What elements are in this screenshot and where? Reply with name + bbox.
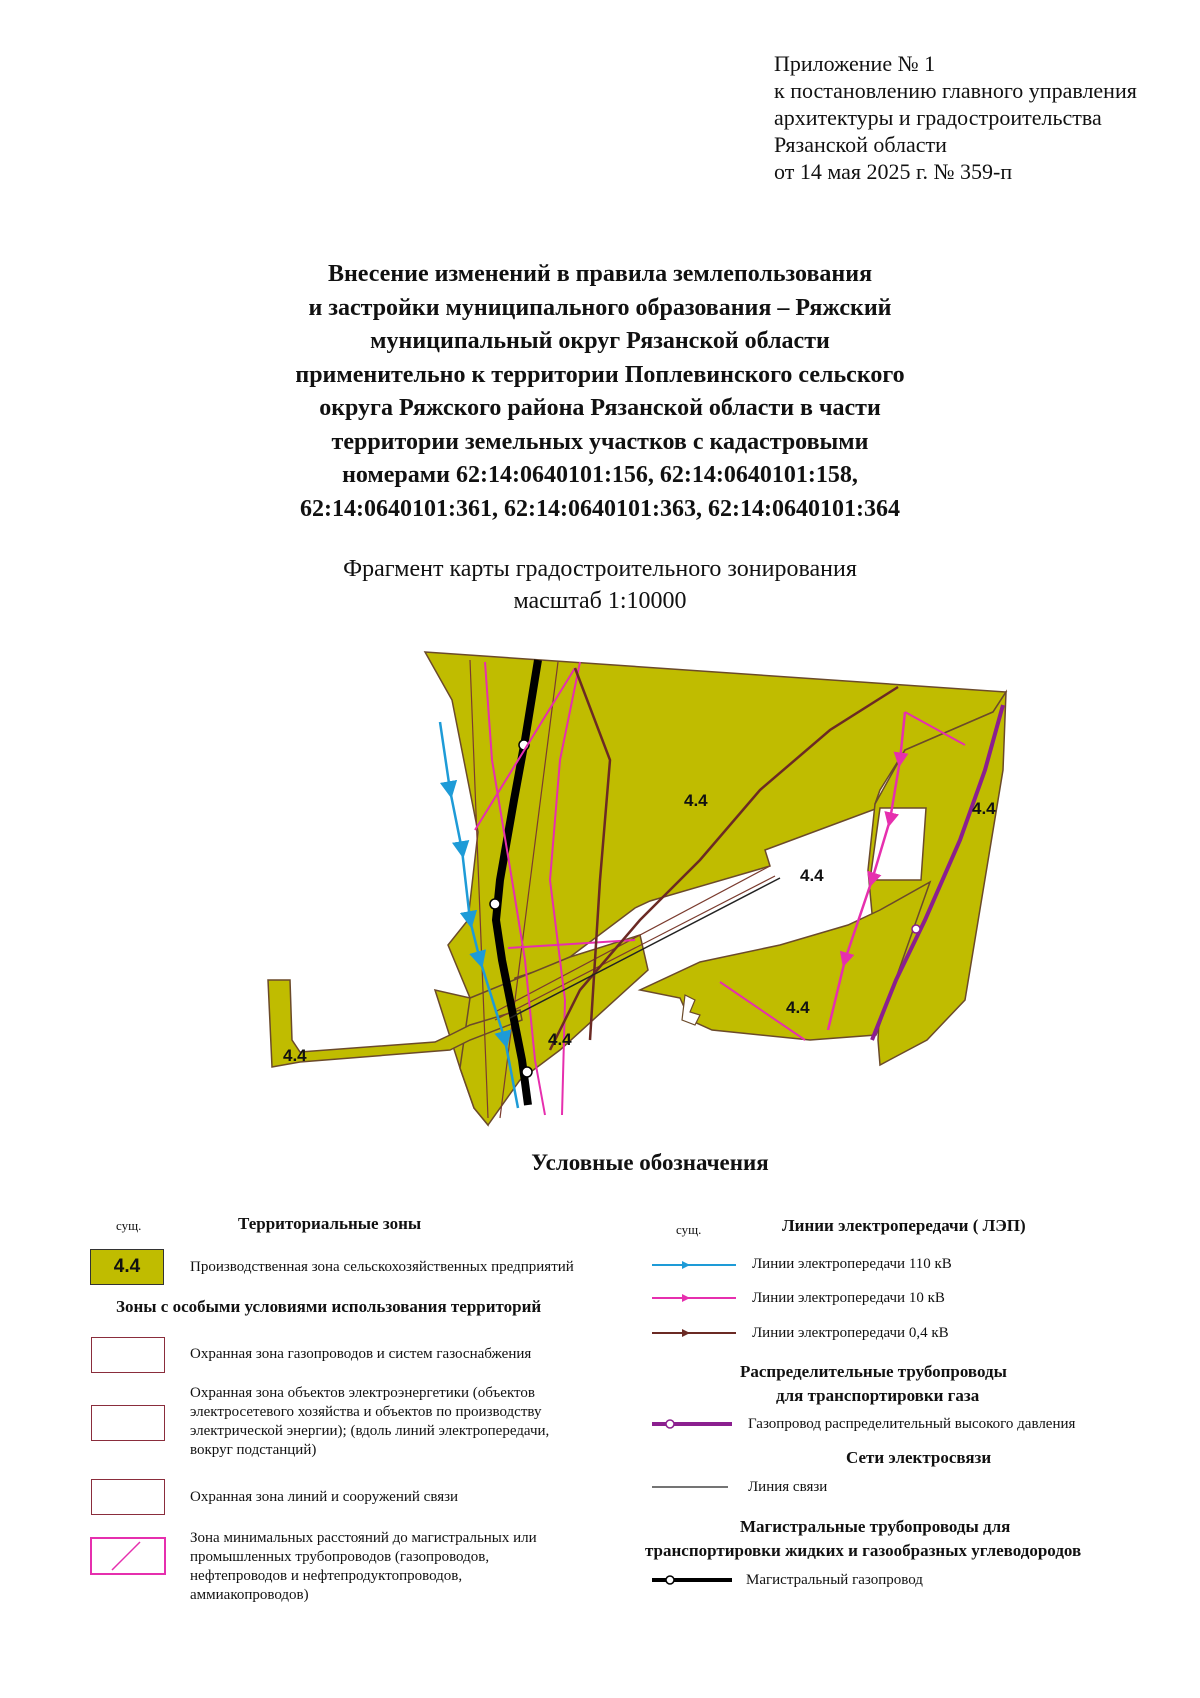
legend-gas-node <box>666 1420 674 1428</box>
legend-item-energy-protection <box>190 1384 549 1460</box>
legend-comm-label: Линия связи <box>748 1479 828 1495</box>
appendix-line: от 14 мая 2025 г. № 359-п <box>774 159 1013 184</box>
zone-label: 4.4 <box>786 998 810 1017</box>
legend-lep10-label: Линии электропередачи 10 кВ <box>752 1290 945 1306</box>
legend-lep04-label: Линии электропередачи 0,4 кВ <box>752 1325 949 1341</box>
title-line: муниципальный округ Рязанской области <box>370 328 830 354</box>
legend-item4-line: промышленных трубопроводов (газопроводов, <box>190 1549 490 1565</box>
legend-item2-line: электросетевого хозяйства и объектов по производству <box>190 1404 542 1420</box>
appendix-line: Приложение № 1 <box>774 51 936 76</box>
legend-trunk-label: Магистральный газопровод <box>746 1572 923 1588</box>
legend-item-comm-protection: Охранная зона линий и сооружений связи <box>190 1489 459 1505</box>
legend-item2-line: вокруг подстанций) <box>190 1442 317 1458</box>
title-line: округа Ряжского района Рязанской области в части <box>319 395 881 421</box>
legend-header-zones: Территориальные зоны <box>238 1214 422 1233</box>
legend-header-lep: Линии электропередачи ( ЛЭП) <box>782 1216 1026 1235</box>
legend-item2-line: Охранная зона объектов электроэнергетики (объектов <box>190 1385 535 1401</box>
title-line: и застройки муниципального образования – Ряжский <box>308 294 892 321</box>
legend-item-gas-protection: Охранная зона газопроводов и систем газоснабжения <box>190 1346 532 1362</box>
zone-label: 4.4 <box>548 1030 572 1049</box>
title-line: Внесение изменений в правила землепользования <box>327 261 873 287</box>
legend-comm-protection-box <box>91 1479 165 1515</box>
zone-label: 4.4 <box>800 866 824 885</box>
legend-item4-line: Зона минимальных расстояний до магистральных или <box>190 1530 537 1546</box>
subtitle-line-1: Фрагмент карты градостроительного зонирования <box>343 556 857 582</box>
legend-header-trunk-1: Магистральные трубопроводы для <box>740 1517 1011 1536</box>
legend-header-gas-dist-2: для транспортировки газа <box>776 1386 980 1405</box>
legend-header-gas-dist-1: Распределительные трубопроводы <box>740 1362 1007 1381</box>
legend-gas-dist-label: Газопровод распределительный высокого давления <box>748 1416 1076 1432</box>
legend-trunk-node <box>666 1576 674 1584</box>
legend-header-comm: Сети электросвязи <box>846 1448 992 1467</box>
legend-zone-desc: Производственная зона сельскохозяйственных предприятий <box>190 1259 574 1275</box>
title-line: номерами 62:14:0640101:156, 62:14:0640101:158, <box>342 462 858 488</box>
title-line: территории земельных участков с кадастровыми <box>331 428 869 455</box>
legend-lep10-arrow <box>682 1294 690 1302</box>
title-line: 62:14:0640101:361, 62:14:0640101:363, 62:14:0640101:364 <box>300 495 900 522</box>
zone-polygons <box>268 652 1006 1125</box>
legend-lep04-arrow <box>682 1329 690 1337</box>
pipeline-node <box>490 899 500 909</box>
legend-min-distance-box <box>91 1538 165 1574</box>
legend-lep110-arrow <box>682 1261 690 1269</box>
legend-sus-right: сущ. <box>676 1222 702 1237</box>
legend-item-min-distance <box>190 1529 537 1605</box>
legend-item2-line: электрической энергии); (вдоль линий электропередачи, <box>190 1423 550 1439</box>
legend-item4-line: аммиакопроводов) <box>190 1587 309 1603</box>
appendix-line: к постановлению главного управления <box>774 78 1137 103</box>
legend-item4-line: нефтепроводов и нефтепродуктопроводов, <box>190 1568 463 1584</box>
title-line: применительно к территории Поплевинского сельского <box>295 361 905 388</box>
subtitle-line-2: масштаб 1:10000 <box>513 588 687 614</box>
legend-gas-protection-box <box>91 1337 165 1373</box>
legend-title: Условные обозначения <box>531 1150 769 1175</box>
legend-zone-swatch: 4.4 <box>90 1249 164 1285</box>
gas-node <box>912 925 920 933</box>
appendix-line: Рязанской области <box>774 132 947 157</box>
zone-label: 4.4 <box>684 791 708 810</box>
legend-header-special: Зоны с особыми условиями использования территорий <box>116 1297 542 1316</box>
zone-label: 4.4 <box>972 799 996 818</box>
appendix-line: архитектуры и градостроительства <box>774 105 1102 130</box>
map-cutout <box>870 808 926 880</box>
legend-lep110-label: Линии электропередачи 110 кВ <box>752 1256 952 1272</box>
zone-label: 4.4 <box>283 1046 307 1065</box>
legend-energy-protection-box <box>91 1405 165 1441</box>
pipeline-node <box>522 1067 532 1077</box>
legend-sus-left: сущ. <box>116 1218 142 1233</box>
legend-header-trunk-2: транспортировки жидких и газообразных углеводородов <box>645 1541 1082 1560</box>
